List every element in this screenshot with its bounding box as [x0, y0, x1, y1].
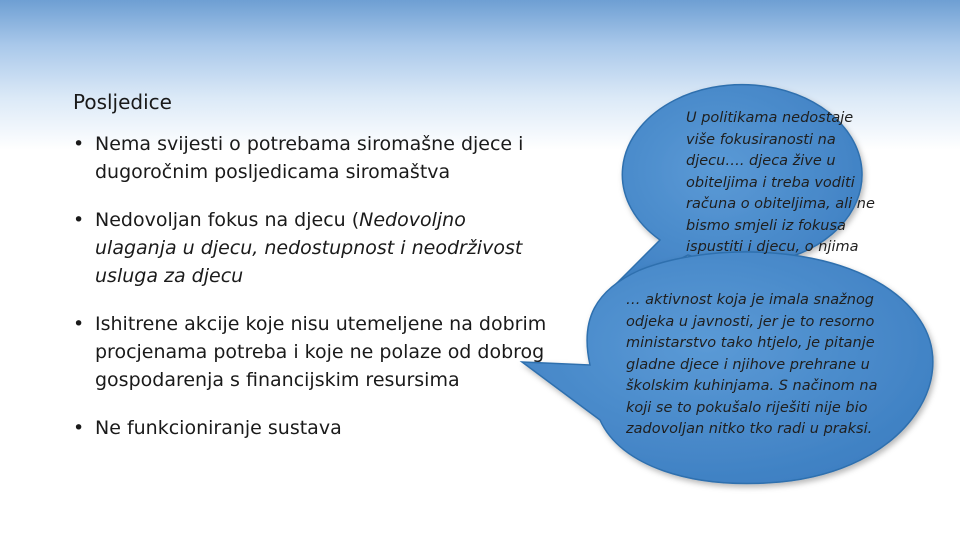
bullet-text-italic: Nedovoljno ulaganja u djecu, nedostupnost i neodrživost usluga za djecu — [95, 209, 523, 287]
bullet-text: Nema svijesti o potrebama siromašne djece i dugoročnim posljedicama siromaštva — [95, 133, 524, 183]
bullet-text: Ishitrene akcije koje nisu utemeljene na dobrim procjenama potreba i koje ne polaze od dobrog gospodarenja s financijskim resursima — [95, 313, 547, 391]
bullet-marker: • — [73, 417, 85, 439]
bullet-text: Nedovoljan fokus na djecu ( — [95, 209, 360, 231]
slide-title: Posljedice — [73, 90, 172, 114]
callout-bottom-text: … aktivnost koja je imala snažnog odjeka u javnosti, jer je to resorno ministarstvo tako htjelo, je pitanje gladne djece i njihove prehrane u školskim kuhinjama. S načinom na koji se to pokušalo riješiti nije bio zadovoljan nitko tko radi u praksi. — [626, 292, 878, 437]
bullet-marker: • — [73, 209, 85, 231]
bullet-marker: • — [73, 313, 85, 335]
callout-top-text: U politikama nedostaje više fokusiranosti na djecu…. djeca žive u obiteljima i treba voditi računa o obiteljima, ali ne bismo smjeli iz fokusa ispustiti i djecu, o njima — [686, 110, 875, 255]
bullet-marker: • — [73, 133, 85, 155]
bullet-text: Ne funkcioniranje sustava — [95, 417, 342, 439]
